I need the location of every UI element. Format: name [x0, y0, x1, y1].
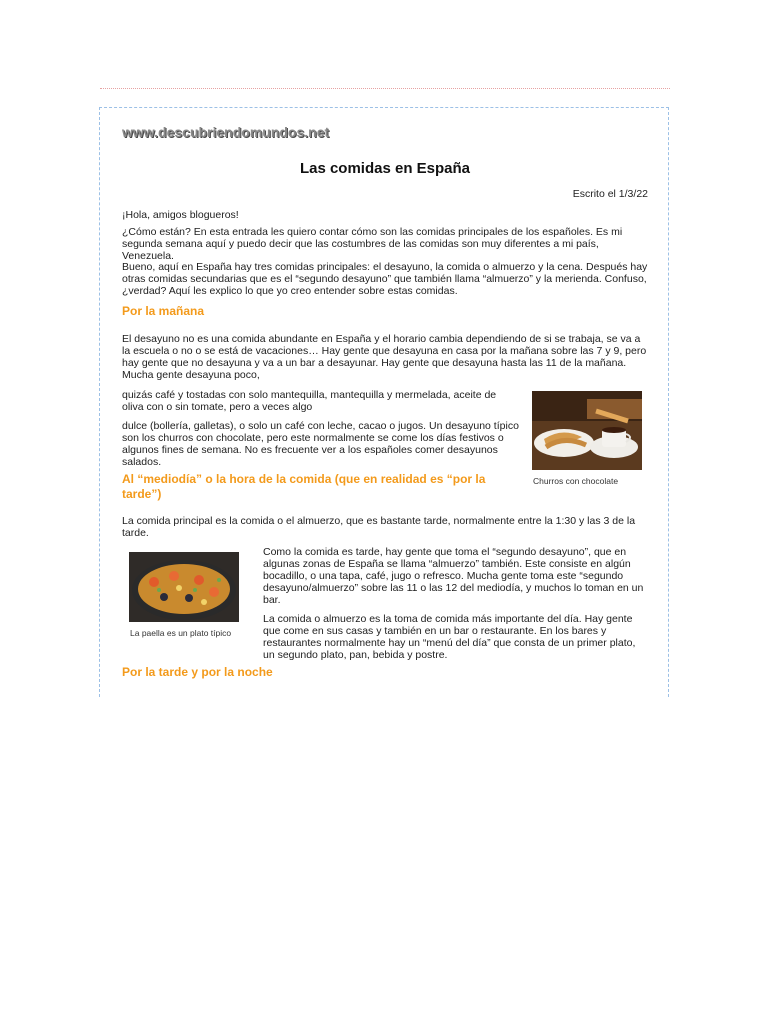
page-title: Las comidas en España [299, 160, 471, 177]
churros-image [532, 391, 642, 470]
site-url: www.descubriendomundos.net [122, 124, 330, 140]
top-dotted-rule [100, 88, 670, 89]
post-date: Escrito el 1/3/22 [572, 188, 648, 200]
morning-paragraph-1: El desayuno no es una comida abundante en España y el horario cambia dependiendo de si se trabaja, se va a la escuela o no o se está de vacaciones… Hay gente que desayuna en casa por la mañana sobre las 7 y 9, pero hay gente que no desayuna y va a un bar a desayunar. Hay gente que desayuna hasta las 11 de la mañana. Mucha gente desayuna poco, [122, 333, 647, 381]
section-heading-evening: Por la tarde y por la noche [122, 665, 273, 679]
section-heading-morning: Por la mañana [122, 304, 205, 318]
midday-paragraph-2: Como la comida es tarde, hay gente que toma el “segundo desayuno”, que en algunas zonas de España se llama “almuerzo” también. Este consiste en algún bocadillo, o una tapa, café, jugo o refresco. Mucha gente toma este “segundo desayuno/almuerzo” sobre las 11 o las 12 del mediodía, y muchos lo toman en un bar. [263, 546, 644, 606]
midday-paragraph-3: La comida o almuerzo es la toma de comida más importante del día. Hay gente que come en sus casas y también en un bar o restaurante. En los bares y restaurantes normalmente hay un “menú del día” que consta de un primer plato, un segundo plato, pan, bebida y postre. [263, 613, 636, 661]
greeting: ¡Hola, amigos blogueros! [122, 209, 239, 221]
morning-paragraph-2: quizás café y tostadas con solo mantequilla, mantequilla y mermelada, aceite de oliva con o sin tomate, pero a veces algo [122, 389, 497, 413]
document-page [99, 107, 669, 697]
churros-caption: Churros con chocolate [533, 476, 619, 486]
midday-paragraph-1: La comida principal es la comida o el almuerzo, que es bastante tarde, normalmente entre la 1:30 y las 3 de la tarde. [122, 515, 636, 539]
section-heading-midday: Al “mediodía” o la hora de la comida (que en realidad es “por la tarde”) [122, 472, 486, 501]
intro-paragraph-1: ¿Cómo están? En esta entrada les quiero contar cómo son las comidas principales de los españoles. Es mi segunda semana aquí y puedo decir que las costumbres de las comidas son muy diferentes a mi país, Venezuela. [122, 226, 623, 262]
paella-image [129, 552, 239, 622]
intro-paragraph-2: Bueno, aquí en España hay tres comidas principales: el desayuno, la comida o almuerzo y la cena. Después hay otras comidas secundarias que es el “segundo desayuno” que también llama “almuerzo” y la merienda. Confuso, ¿verdad? Aquí les explico lo que yo creo entender sobre estas comidas. [122, 261, 648, 297]
paella-caption: La paella es un plato típico [130, 628, 232, 638]
morning-paragraph-3: dulce (bollería, galletas), o solo un café con leche, cacao o jugos. Un desayuno típico son los churros con chocolate, pero este normalmente se come los días festivos o algunos fines de semana. No es frecuente ver a los españoles comer desayunos salados. [122, 420, 519, 468]
